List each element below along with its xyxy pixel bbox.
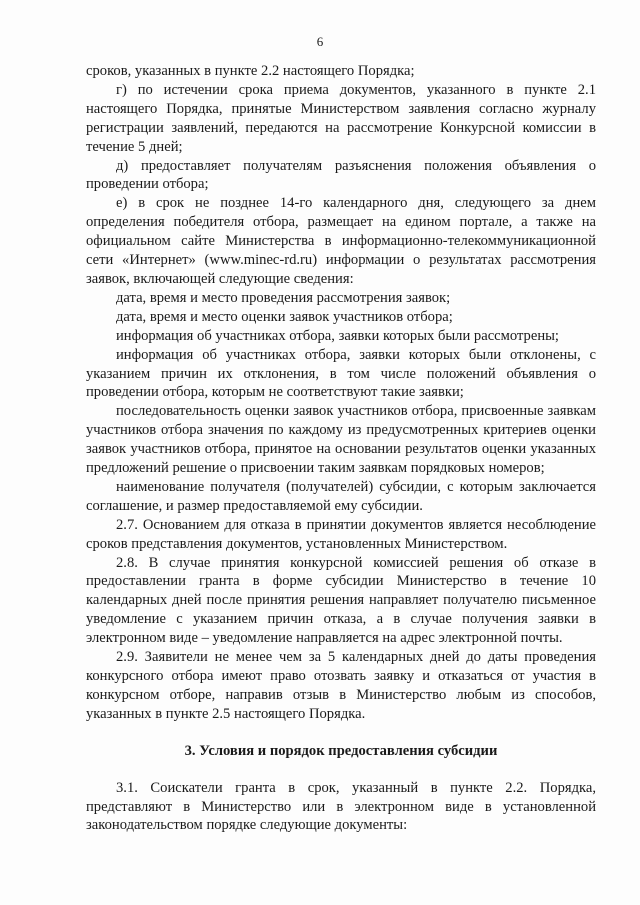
document-body bbox=[86, 62, 596, 835]
page-number: 6 bbox=[316, 34, 324, 49]
paragraph: последовательность оценки заявок участников отбора, присвоенные заявкам участников отбора значения по каждому из предусмотренных критериев оценки заявок участников отбора, принятое на основании результатов оценки указанных предложений решение о присвоении таким заявкам порядковых номеров; bbox=[86, 403, 596, 477]
paragraph: 2.8. В случае принятия конкурсной комиссией решения об отказе в предоставлении гранта в форме субсидии Министерство в течение 10 календарных дней после принятия решения направляет получателю письменное уведомление с указанием причин отказа, а в случае получения заявки в электронном виде – уведомление направляется на адрес электронной почты. bbox=[86, 554, 596, 647]
paragraph: 2.7. Основанием для отказа в принятии документов является несоблюдение сроков представления документов, установленных Министерством. bbox=[86, 516, 596, 552]
paragraph: сроков, указанных в пункте 2.2 настоящего Порядка; bbox=[86, 63, 415, 79]
paragraph: информация об участниках отбора, заявки которых были рассмотрены; bbox=[116, 327, 559, 344]
paragraph: дата, время и место проведения рассмотрения заявок; bbox=[116, 289, 451, 306]
paragraph: 3.1. Соискатели гранта в срок, указанный в пункте 2.2. Порядка, представляют в Министерство или в электронном виде в установленной законодательством порядке следующие документы: bbox=[86, 779, 596, 834]
paragraph: наименование получателя (получателей) субсидии, с которым заключается соглашение, и размер предоставляемой ему субсидии. bbox=[86, 478, 596, 514]
paragraph: е) в срок не позднее 14-го календарного дня, следующего за днем определения победителя отбора, размещает на едином портале, а также на официальном сайте Министерства в информационно-телекоммуникационной сети «Интернет» (www.minec-rd.ru) информации о результатах рассмотрения заявок, включающей следующие сведения: bbox=[86, 195, 596, 287]
paragraph: д) предоставляет получателям разъяснения положения объявления о проведении отбора; bbox=[86, 157, 596, 193]
paragraph: дата, время и место оценки заявок участников отбора; bbox=[116, 308, 453, 325]
paragraph: 2.9. Заявители не менее чем за 5 календарных дней до даты проведения конкурсного отбора имеют право отозвать заявку и отказаться от участия в конкурсном отборе, направив отзыв в Министерство любым из способов, указанных в пункте 2.5 настоящего Порядка. bbox=[86, 649, 596, 722]
section-heading: 3. Условия и порядок предоставления субсидии bbox=[184, 742, 498, 759]
paragraph: г) по истечении срока приема документов, указанного в пункте 2.1 настоящего Порядка, принятые Министерством заявления согласно журналу регистрации заявлений, передаются на рассмотрение Конкурсной комиссии в течение 5 дней; bbox=[86, 81, 596, 155]
paragraph: информация об участниках отбора, заявки которых были отклонены, с указанием причин их отклонения, в том числе положений объявления о проведении отбора, которым не соответствуют такие заявки; bbox=[86, 346, 596, 401]
